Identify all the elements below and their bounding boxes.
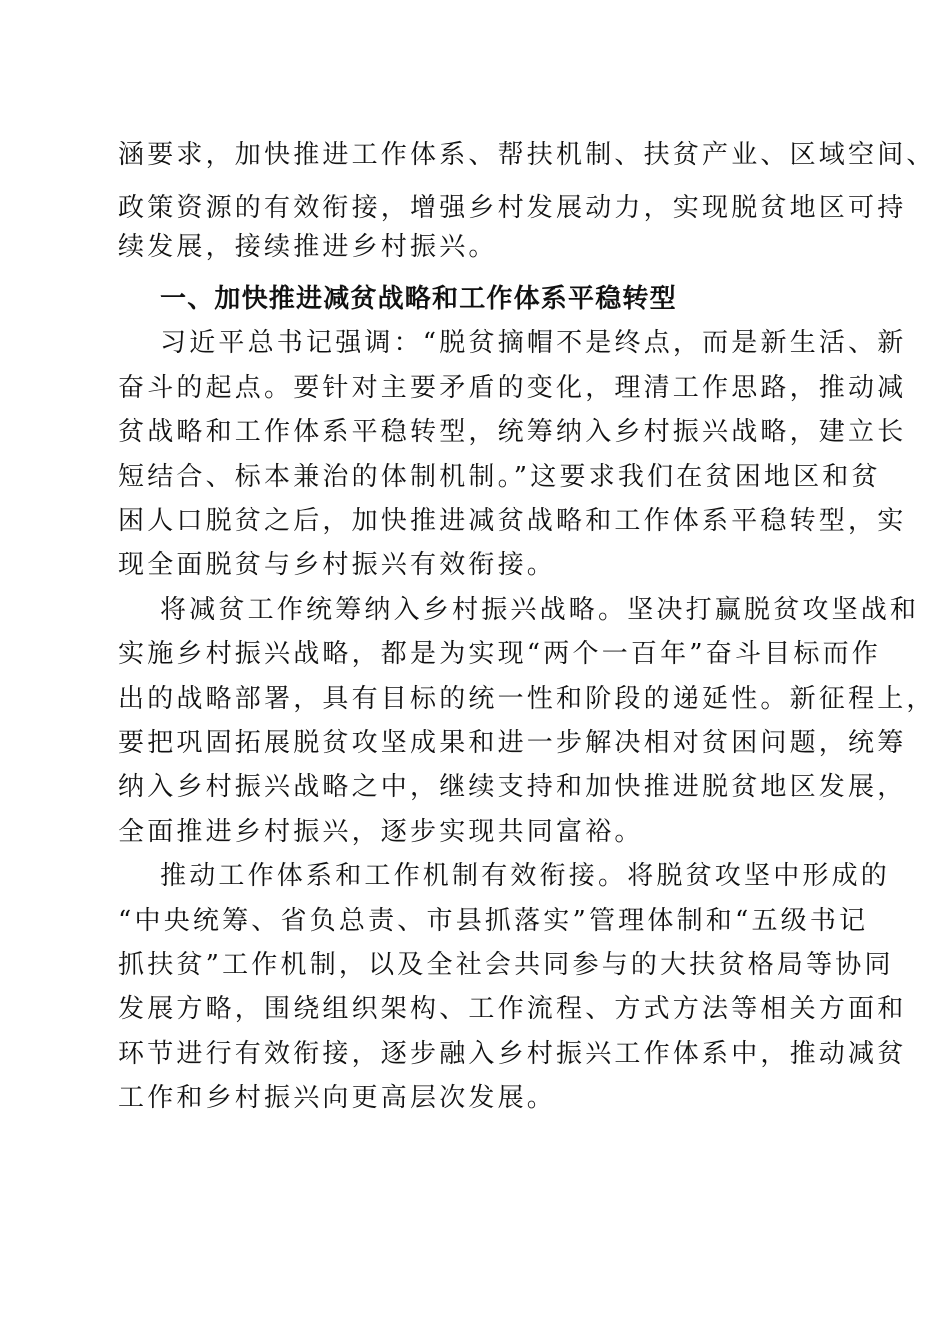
body-text-line: 短结合、标本兼治的体制机制。”这要求我们在贫困地区和贫 bbox=[118, 462, 881, 492]
body-text-line: 出的战略部署，具有目标的统一性和阶段的递延性。新征程上， bbox=[118, 684, 936, 714]
body-text-line: “中央统筹、省负总责、市县抓落实”管理体制和“五级书记 bbox=[118, 906, 869, 936]
body-text-line: 发展方略，围绕组织架构、工作流程、方式方法等相关方面和 bbox=[118, 994, 907, 1024]
body-text-line: 抓扶贫”工作机制，以及全社会共同参与的大扶贫格局等协同 bbox=[118, 950, 894, 980]
body-text-line: 工作和乡村振兴向更高层次发展。 bbox=[118, 1083, 557, 1113]
body-text-line: 纳入乡村振兴战略之中，继续支持和加快推进脱贫地区发展， bbox=[118, 772, 907, 802]
body-text-line: 推动工作体系和工作机制有效衔接。将脱贫攻坚中形成的 bbox=[160, 861, 891, 891]
body-text-line: 环节进行有效衔接，逐步融入乡村振兴工作体系中，推动减贫 bbox=[118, 1039, 907, 1069]
body-text-line: 将减贫工作统筹纳入乡村振兴战略。坚决打赢脱贫攻坚战和 bbox=[160, 595, 920, 625]
body-text-line: 实施乡村振兴战略，都是为实现“两个一百年”奋斗目标而作 bbox=[118, 639, 881, 669]
body-text-line: 习近平总书记强调：“脱贫摘帽不是终点，而是新生活、新 bbox=[160, 328, 907, 358]
body-text-line: 全面推进乡村振兴，逐步实现共同富裕。 bbox=[118, 817, 644, 847]
body-text-line: 涵要求，加快推进工作体系、帮扶机制、扶贫产业、区域空间、 bbox=[118, 140, 936, 170]
body-text-line: 要把巩固拓展脱贫攻坚成果和进一步解决相对贫困问题，统筹 bbox=[118, 728, 907, 758]
section-heading: 一、加快推进减贫战略和工作体系平稳转型 bbox=[160, 284, 677, 314]
body-text-line: 现全面脱贫与乡村振兴有效衔接。 bbox=[118, 550, 557, 580]
body-text-line: 贫战略和工作体系平稳转型，统筹纳入乡村振兴战略，建立长 bbox=[118, 417, 907, 447]
body-text-line: 困人口脱贫之后，加快推进减贫战略和工作体系平稳转型，实 bbox=[118, 506, 907, 536]
body-text-line: 政策资源的有效衔接，增强乡村发展动力，实现脱贫地区可持 bbox=[118, 193, 907, 223]
body-text-line: 奋斗的起点。要针对主要矛盾的变化，理清工作思路，推动减 bbox=[118, 373, 907, 403]
body-text-line: 续发展，接续推进乡村振兴。 bbox=[118, 232, 498, 262]
